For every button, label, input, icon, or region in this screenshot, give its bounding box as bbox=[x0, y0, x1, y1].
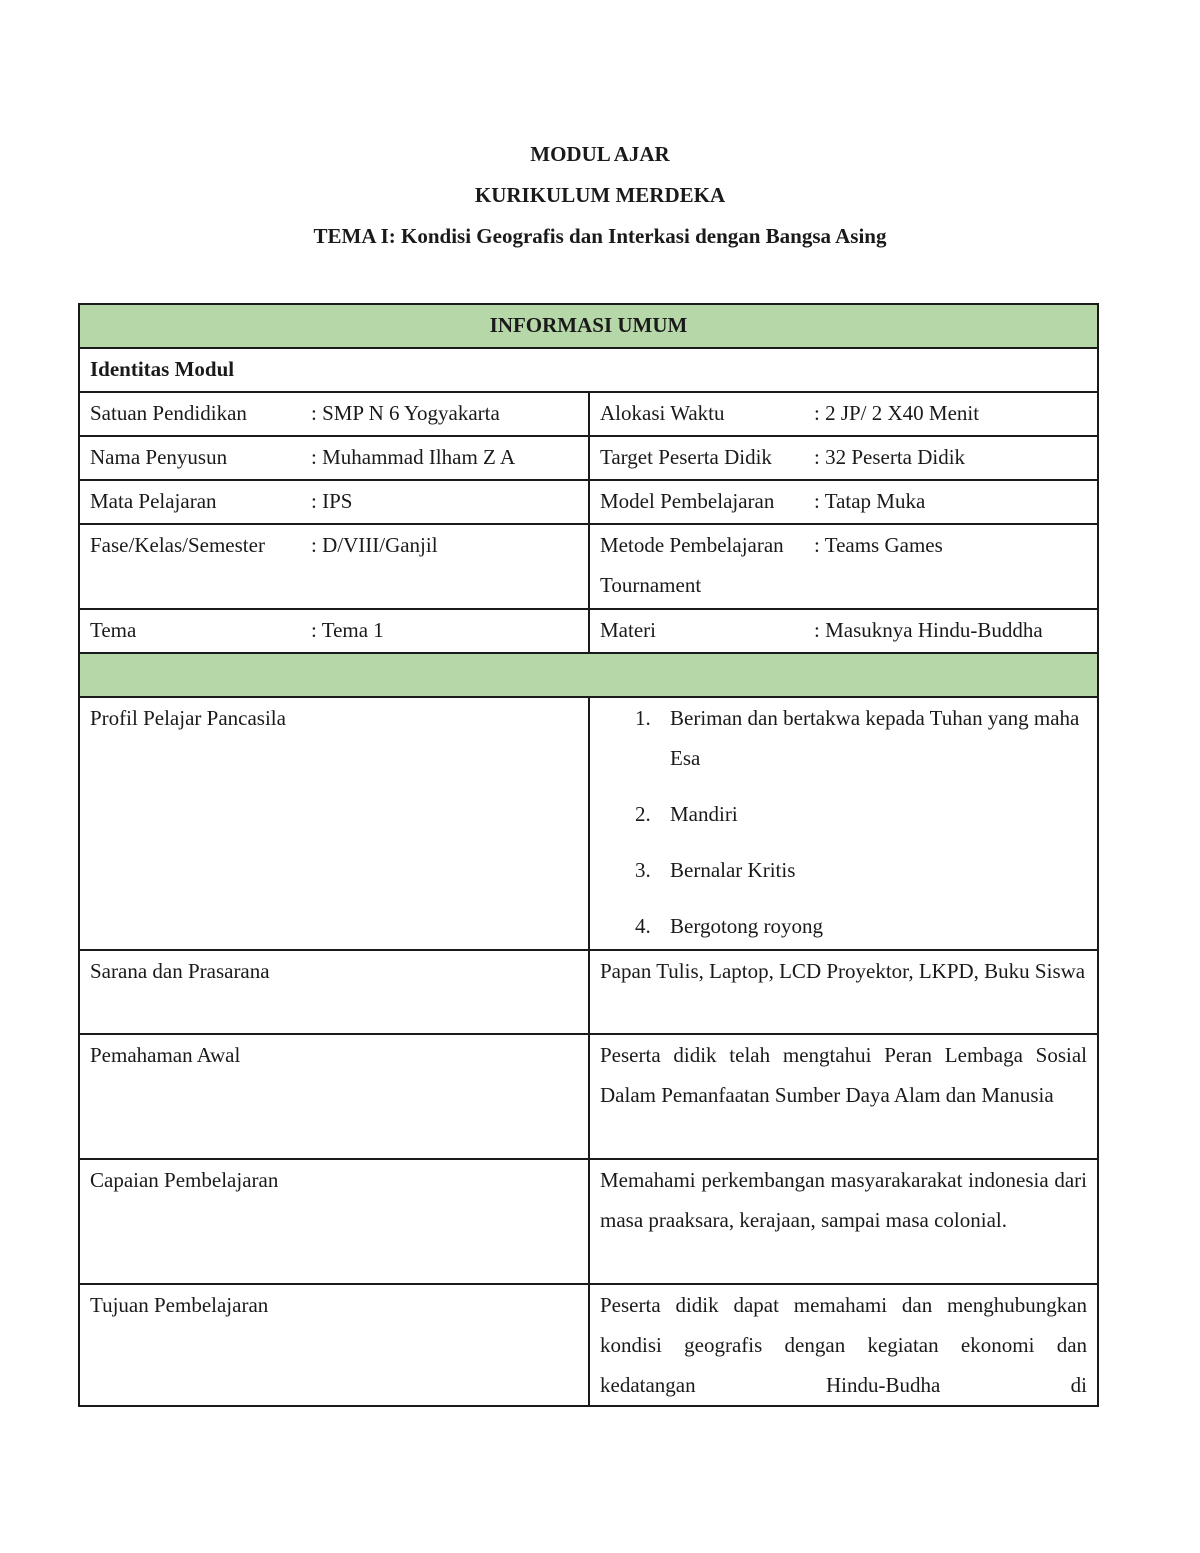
table-row bbox=[79, 1034, 1098, 1159]
info-cell-right bbox=[589, 480, 1098, 524]
capaian-label: Capaian Pembelajaran bbox=[79, 1159, 589, 1284]
list-text: Beriman dan bertakwa kepada Tuhan yang maha Esa bbox=[670, 706, 1080, 770]
profil-list-cell bbox=[589, 697, 1098, 950]
section-header-row bbox=[79, 304, 1098, 348]
field-value: : 2 JP/ 2 X40 Menit bbox=[814, 401, 980, 425]
table-row bbox=[79, 1159, 1098, 1284]
field-label: Alokasi Waktu bbox=[600, 401, 725, 425]
curriculum-title: KURIKULUM MERDEKA bbox=[474, 183, 726, 207]
field-label: Materi bbox=[600, 618, 656, 642]
field-value: : Masuknya Hindu-Buddha bbox=[814, 618, 1043, 642]
empty-green-cell bbox=[79, 653, 1098, 697]
table-row bbox=[79, 436, 1098, 480]
theme-title: TEMA I: Kondisi Geografis dan Interkasi dengan Bangsa Asing bbox=[313, 224, 887, 248]
info-cell-left bbox=[79, 392, 589, 436]
capaian-value: Memahami perkembangan masyarakarakat indonesia dari masa praaksara, kerajaan, sampai masa colonial. bbox=[589, 1159, 1098, 1284]
field-label: Metode Pembelajaran bbox=[600, 533, 784, 557]
sarana-value: Papan Tulis, Laptop, LCD Proyektor, LKPD, Buku Siswa bbox=[589, 950, 1098, 1034]
list-item bbox=[600, 698, 1087, 778]
list-text: Mandiri bbox=[670, 802, 738, 826]
field-value: : D/VIII/Ganjil bbox=[311, 533, 438, 557]
info-cell-left bbox=[79, 480, 589, 524]
field-value: : Teams Games bbox=[814, 533, 943, 557]
info-cell-left bbox=[79, 524, 589, 609]
field-value: : SMP N 6 Yogyakarta bbox=[311, 401, 500, 425]
module-info-table bbox=[78, 303, 1099, 1407]
field-label: Mata Pelajaran bbox=[90, 489, 217, 513]
field-label: Model Pembelajaran bbox=[600, 489, 775, 513]
pemahaman-label: Pemahaman Awal bbox=[79, 1034, 589, 1159]
info-cell-right bbox=[589, 524, 1098, 609]
field-label: Tema bbox=[90, 618, 137, 642]
tujuan-label: Tujuan Pembelajaran bbox=[79, 1284, 589, 1406]
info-cell-left bbox=[79, 609, 589, 653]
table-row bbox=[79, 950, 1098, 1034]
field-label: Fase/Kelas/Semester bbox=[90, 533, 265, 557]
field-value: : Tema 1 bbox=[311, 618, 384, 642]
field-label: Satuan Pendidikan bbox=[90, 401, 247, 425]
list-number: 4. bbox=[635, 914, 651, 938]
table-row bbox=[79, 697, 1098, 950]
identity-row bbox=[79, 348, 1098, 392]
list-item bbox=[600, 794, 1087, 834]
tujuan-value: Peserta didik dapat memahami dan menghubungkan kondisi geografis dengan kegiatan ekonomi dan kedatangan Hindu-Budha di bbox=[589, 1284, 1098, 1406]
table-row bbox=[79, 609, 1098, 653]
sarana-label: Sarana dan Prasarana bbox=[79, 950, 589, 1034]
table-row bbox=[79, 392, 1098, 436]
empty-green-row bbox=[79, 653, 1098, 697]
table-row bbox=[79, 480, 1098, 524]
field-value: : Muhammad Ilham Z A bbox=[311, 445, 516, 469]
info-cell-right bbox=[589, 392, 1098, 436]
list-number: 3. bbox=[635, 858, 651, 882]
list-text: Bernalar Kritis bbox=[670, 858, 796, 882]
table-row bbox=[79, 524, 1098, 609]
field-label: Nama Penyusun bbox=[90, 445, 228, 469]
field-value-continuation: Tournament bbox=[600, 573, 702, 597]
info-cell-right bbox=[589, 609, 1098, 653]
field-label: Target Peserta Didik bbox=[600, 445, 772, 469]
pemahaman-value: Peserta didik telah mengtahui Peran Lembaga Sosial Dalam Pemanfaatan Sumber Daya Alam dan Manusia bbox=[589, 1034, 1098, 1159]
list-number: 1. bbox=[635, 706, 651, 730]
list-item bbox=[600, 906, 1087, 946]
field-value: : IPS bbox=[311, 489, 353, 513]
info-cell-right bbox=[589, 436, 1098, 480]
profil-list bbox=[600, 698, 1087, 946]
info-cell-left bbox=[79, 436, 589, 480]
identity-title: Identitas Modul bbox=[79, 348, 1098, 392]
table-row bbox=[79, 1284, 1098, 1406]
list-item bbox=[600, 850, 1087, 890]
field-value: : Tatap Muka bbox=[814, 489, 926, 513]
profil-label: Profil Pelajar Pancasila bbox=[79, 697, 589, 950]
list-number: 2. bbox=[635, 802, 651, 826]
list-text: Bergotong royong bbox=[670, 914, 824, 938]
document-title: MODUL AJAR bbox=[530, 142, 670, 166]
field-value: : 32 Peserta Didik bbox=[814, 445, 966, 469]
section-title: INFORMASI UMUM bbox=[79, 304, 1098, 348]
